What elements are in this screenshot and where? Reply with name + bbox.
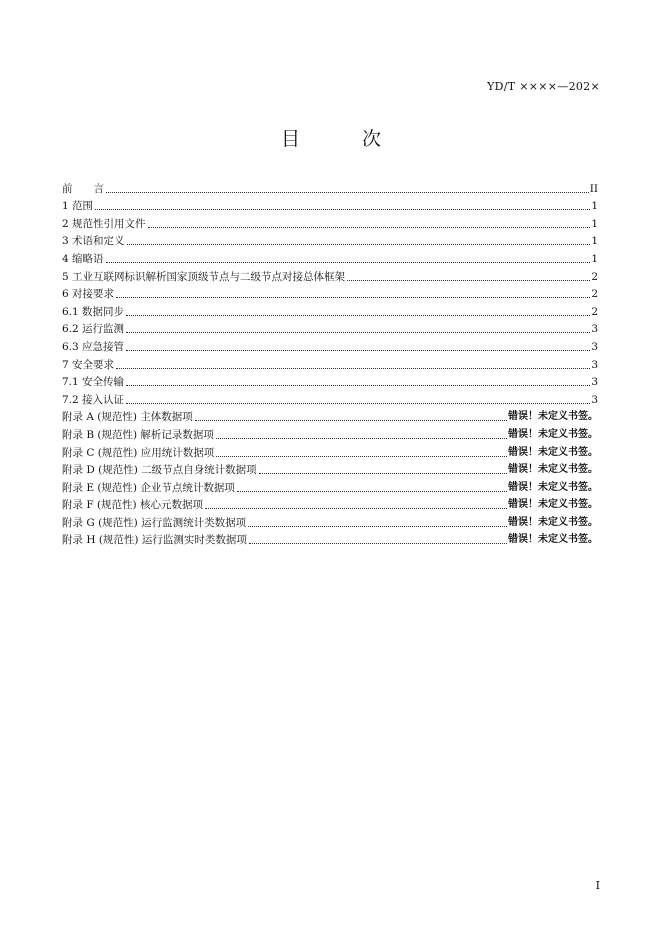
toc-dot-leader — [116, 297, 590, 298]
toc-dot-leader — [347, 280, 590, 281]
toc-dot-leader — [259, 473, 507, 474]
toc-entry-page: 3 — [591, 393, 598, 406]
toc-entry[interactable] — [62, 407, 598, 425]
toc-entry[interactable] — [62, 442, 598, 460]
toc-dot-leader — [126, 315, 590, 316]
toc-entry[interactable] — [62, 213, 598, 231]
toc-dot-leader — [248, 526, 507, 527]
toc-entry[interactable] — [62, 354, 598, 372]
toc-entry-page: 2 — [591, 288, 598, 301]
toc-entry-page: 3 — [591, 323, 598, 336]
toc-dot-leader — [95, 209, 590, 210]
toc-entry-label: 6.1 数据同步 — [62, 305, 125, 318]
toc-entry[interactable] — [62, 477, 598, 495]
toc-dot-leader — [237, 491, 507, 492]
toc-entry-label: 6 对接要求 — [62, 288, 115, 301]
toc-entry-error-text: 错误！未定义书签。 — [508, 534, 598, 546]
toc-dot-leader — [148, 227, 591, 228]
toc-dot-leader — [195, 420, 507, 421]
toc-entry[interactable] — [62, 231, 598, 249]
toc-entry[interactable] — [62, 284, 598, 302]
toc-entry[interactable] — [62, 319, 598, 337]
toc-dot-leader — [216, 438, 507, 439]
toc-entry-error-text: 错误！未定义书签。 — [508, 446, 598, 458]
toc-dot-leader — [126, 403, 590, 404]
toc-dot-leader — [126, 385, 590, 386]
toc-entry[interactable] — [62, 512, 598, 530]
toc-entry-page: 3 — [591, 376, 598, 389]
toc-entry[interactable] — [62, 336, 598, 354]
toc-entry-error-text: 错误！未定义书签。 — [508, 411, 598, 423]
toc-entry-page: 1 — [591, 252, 598, 265]
toc-dot-leader — [116, 368, 590, 369]
toc-entry-label: 3 术语和定义 — [62, 235, 125, 248]
toc-entry-label: 2 规范性引用文件 — [62, 217, 146, 230]
toc-dot-leader — [127, 244, 591, 245]
toc-entry-label: 附录 G (规范性) 运行监测统计类数据项 — [62, 516, 247, 529]
toc-entry-label: 6.2 运行监测 — [62, 323, 125, 336]
toc-entry-page: 2 — [591, 305, 598, 318]
toc-dot-leader — [106, 262, 591, 263]
toc-entry-label: 附录 C (规范性) 应用统计数据项 — [62, 446, 215, 459]
page-title: 目 次 — [280, 128, 410, 150]
toc-entry[interactable] — [62, 530, 598, 548]
toc-dot-leader — [216, 456, 507, 457]
toc-dot-leader — [126, 350, 590, 351]
toc-entry-label: 5 工业互联网标识解析国家顶级节点与二级节点对接总体框架 — [62, 270, 346, 283]
toc-entry-label: 4 缩略语 — [62, 252, 104, 265]
toc-entry-error-text: 错误！未定义书签。 — [508, 481, 598, 493]
toc-entry[interactable] — [62, 424, 598, 442]
toc-entry[interactable] — [62, 460, 598, 478]
toc-entry-page: 2 — [591, 270, 598, 283]
toc-entry-label: 附录 H (规范性) 运行监测实时类数据项 — [62, 534, 247, 547]
toc-entry[interactable] — [62, 266, 598, 284]
toc-entry-label: 7 安全要求 — [62, 358, 115, 371]
toc-entry[interactable] — [62, 372, 598, 390]
toc-entry-error-text: 错误！未定义书签。 — [508, 516, 598, 528]
toc-entry-error-text: 错误！未定义书签。 — [508, 464, 598, 476]
toc-entry-page: II — [589, 182, 598, 195]
toc-entry-page: 3 — [591, 358, 598, 371]
toc-entry-label: 附录 F (规范性) 核心元数据项 — [62, 499, 203, 512]
toc-entry-page: 3 — [591, 340, 598, 353]
toc-entry-label: 附录 A (规范性) 主体数据项 — [62, 411, 193, 424]
toc-dot-leader — [126, 332, 590, 333]
toc-entry-label: 前 言 — [62, 182, 104, 195]
toc-entry[interactable] — [62, 178, 598, 196]
toc-entry[interactable] — [62, 389, 598, 407]
toc-entry[interactable] — [62, 301, 598, 319]
toc-dot-leader — [249, 543, 507, 544]
toc-entry-label: 1 范围 — [62, 200, 94, 213]
toc-entry-page: 1 — [591, 217, 598, 230]
toc-entry-label: 7.1 安全传输 — [62, 376, 125, 389]
toc-entry[interactable] — [62, 248, 598, 266]
toc-entry[interactable] — [62, 495, 598, 513]
toc-entry-error-text: 错误！未定义书签。 — [508, 499, 598, 511]
toc-entry-label: 附录 B (规范性) 解析记录数据项 — [62, 428, 214, 441]
toc-entry-label: 7.2 接入认证 — [62, 393, 125, 406]
toc-entry-label: 6.3 应急接管 — [62, 340, 125, 353]
page-number: I — [595, 879, 600, 892]
table-of-contents — [62, 178, 598, 547]
document-code: YD/T ××××—202× — [487, 80, 600, 93]
toc-entry-error-text: 错误！未定义书签。 — [508, 428, 598, 440]
toc-dot-leader — [106, 192, 589, 193]
toc-entry-page: 1 — [591, 235, 598, 248]
toc-entry-label: 附录 D (规范性) 二级节点自身统计数据项 — [62, 464, 257, 477]
toc-entry-label: 附录 E (规范性) 企业节点统计数据项 — [62, 481, 235, 494]
toc-dot-leader — [205, 508, 507, 509]
watermark — [150, 908, 510, 918]
toc-entry[interactable] — [62, 196, 598, 214]
toc-entry-page: 1 — [591, 200, 598, 213]
